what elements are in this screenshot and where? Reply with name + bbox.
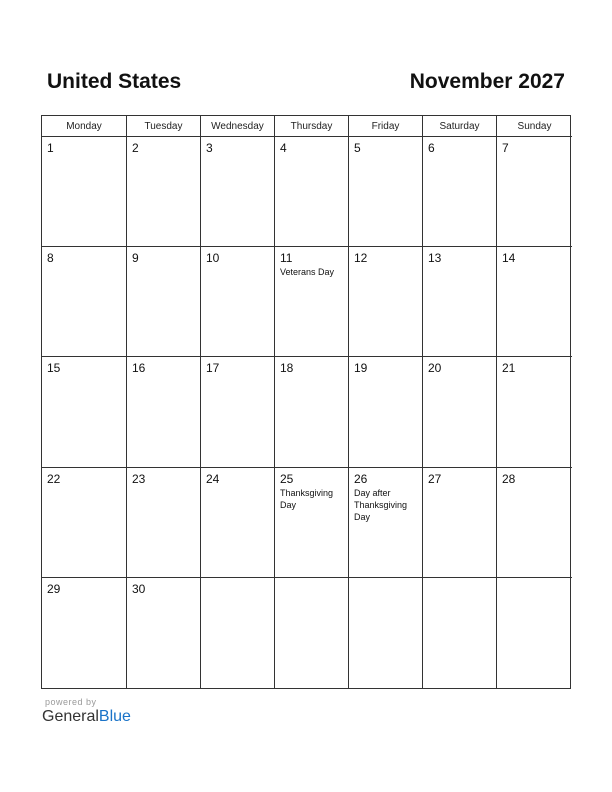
calendar-day-cell — [423, 247, 497, 357]
day-number: 21 — [502, 361, 516, 376]
day-number: 30 — [132, 581, 146, 596]
day-number: 13 — [428, 251, 442, 266]
calendar-day-cell — [497, 357, 572, 467]
weekday-header-wednesday: Wednesday — [201, 116, 275, 137]
day-number: 27 — [428, 471, 442, 486]
calendar-day-cell — [349, 578, 423, 688]
day-number: 4 — [280, 141, 287, 155]
calendar-day-cell — [275, 468, 349, 578]
calendar-day-cell — [275, 357, 349, 467]
day-number: 16 — [132, 361, 146, 376]
calendar-day-cell — [497, 468, 572, 578]
calendar-day-cell — [349, 357, 423, 467]
calendar-day-cell — [349, 468, 423, 578]
calendar-day-cell — [497, 247, 572, 357]
calendar-day-cell — [42, 468, 127, 578]
calendar-day-cell — [201, 357, 275, 467]
brand-logo-part1: General — [42, 708, 99, 725]
day-number: 20 — [428, 361, 442, 376]
holiday-label: Day after Thanksgiving Day — [354, 487, 408, 522]
day-number: 7 — [502, 141, 509, 155]
weekday-header-thursday: Thursday — [275, 116, 349, 137]
day-number: 22 — [47, 471, 61, 486]
day-number: 1 — [47, 141, 54, 155]
day-number: 10 — [206, 251, 220, 266]
calendar-day-cell — [42, 247, 127, 357]
day-number: 3 — [206, 141, 213, 155]
calendar-day-cell — [423, 578, 497, 688]
day-number: 6 — [428, 141, 435, 155]
holiday-label: Thanksgiving Day — [280, 487, 334, 510]
calendar-day-cell — [201, 578, 275, 688]
calendar-day-cell — [42, 137, 127, 247]
footer-branding — [42, 697, 131, 726]
day-number: 24 — [206, 471, 220, 486]
calendar-day-cell — [497, 578, 572, 688]
calendar-grid — [41, 115, 571, 689]
calendar-day-cell — [275, 247, 349, 357]
day-number: 11 — [280, 251, 293, 266]
day-number: 18 — [280, 361, 294, 376]
calendar-day-cell — [42, 578, 127, 688]
day-number: 9 — [132, 251, 139, 266]
calendar-day-cell — [127, 137, 201, 247]
day-number: 17 — [206, 361, 220, 376]
country-title: United States — [47, 70, 182, 93]
holiday-label: Veterans Day — [280, 267, 335, 278]
calendar-day-cell — [423, 357, 497, 467]
calendar-day-cell — [423, 137, 497, 247]
brand-logo — [42, 708, 131, 726]
day-number: 25 — [280, 471, 294, 486]
calendar-day-cell — [275, 578, 349, 688]
day-number: 15 — [47, 361, 61, 376]
brand-logo-part2: Blue — [98, 708, 131, 725]
day-number: 19 — [354, 361, 368, 376]
weekday-header-sunday: Sunday — [497, 116, 572, 137]
day-number: 8 — [47, 251, 54, 266]
calendar-day-cell — [423, 468, 497, 578]
weekday-header-saturday: Saturday — [423, 116, 497, 137]
powered-by-label: powered by — [45, 697, 97, 707]
weekday-header-friday: Friday — [349, 116, 423, 137]
day-number: 29 — [47, 581, 61, 596]
calendar-day-cell — [349, 247, 423, 357]
calendar-day-cell — [127, 357, 201, 467]
calendar-day-cell — [127, 578, 201, 688]
calendar-day-cell — [127, 468, 201, 578]
calendar-day-cell — [201, 468, 275, 578]
calendar-day-cell — [127, 247, 201, 357]
calendar-day-cell — [201, 137, 275, 247]
weekday-header-monday: Monday — [42, 116, 127, 137]
day-number: 28 — [502, 471, 516, 486]
day-number: 26 — [354, 471, 368, 486]
calendar-day-cell — [497, 137, 572, 247]
day-number: 12 — [354, 251, 368, 266]
calendar-day-cell — [201, 247, 275, 357]
day-number: 2 — [132, 141, 139, 155]
calendar-day-cell — [349, 137, 423, 247]
month-year-title: November 2027 — [409, 70, 565, 93]
day-number: 5 — [354, 141, 361, 155]
day-number: 14 — [502, 251, 516, 266]
calendar-day-cell — [42, 357, 127, 467]
calendar-day-cell — [275, 137, 349, 247]
day-number: 23 — [132, 471, 146, 486]
weekday-header-tuesday: Tuesday — [127, 116, 201, 137]
